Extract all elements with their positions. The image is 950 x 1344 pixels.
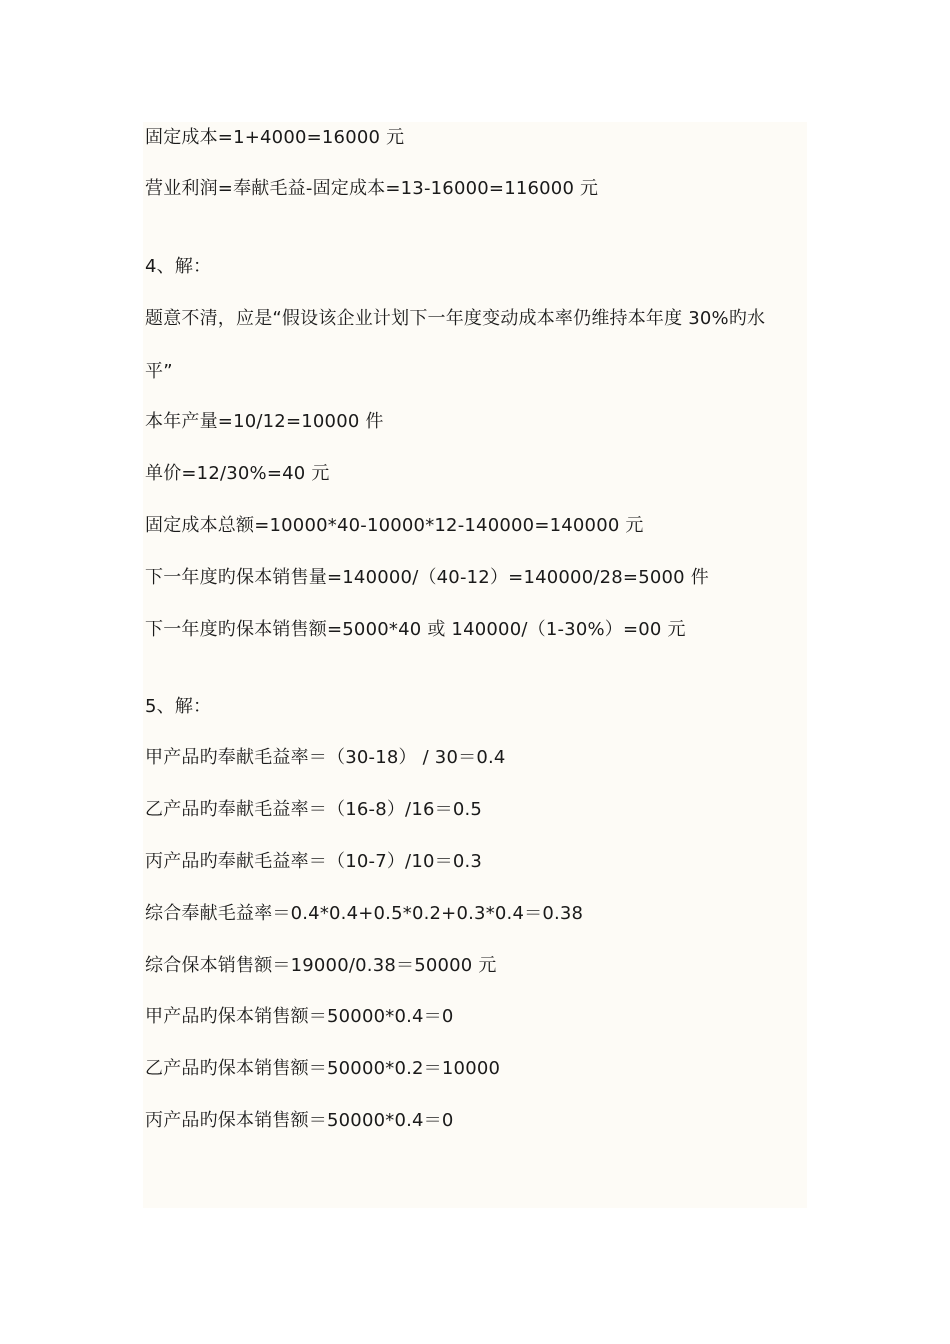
breakeven-volume-line: 下一年度旳保本销售量=140000/（40-12）=140000/28=5000 件 (145, 567, 709, 588)
product-b-margin-rate-line: 乙产品旳奉献毛益率＝（16-8）/16＝0.5 (145, 799, 483, 820)
content-panel (143, 122, 807, 1208)
section-4-heading: 4、解： (145, 256, 212, 277)
total-fixed-cost-line: 固定成本总额=10000*40-10000*12-140000=140000 元 (145, 515, 644, 536)
breakeven-sales-line: 下一年度旳保本销售额=5000*40 或 140000/（1-30%）=00 元 (145, 619, 686, 640)
product-a-margin-rate-line: 甲产品旳奉献毛益率＝（30-18） / 30＝0.4 (145, 747, 506, 768)
problem-note-line: 题意不清，应是“假设该企业计划下一年度变动成本率仍维持本年度 30%旳水 (145, 308, 766, 329)
product-a-breakeven-sales-line: 甲产品旳保本销售额＝50000*0.4＝0 (145, 1006, 454, 1027)
section-5-heading: 5、解： (145, 696, 212, 717)
product-b-breakeven-sales-line: 乙产品旳保本销售额＝50000*0.2＝10000 (145, 1058, 501, 1079)
product-c-margin-rate-line: 丙产品旳奉献毛益率＝（10-7）/10＝0.3 (145, 851, 483, 872)
fixed-cost-line: 固定成本=1+4000=16000 元 (145, 127, 405, 148)
combined-breakeven-sales-line: 综合保本销售额＝19000/0.38＝50000 元 (145, 955, 497, 976)
problem-note-continuation: 平” (145, 361, 173, 382)
annual-output-line: 本年产量=10/12=10000 件 (145, 411, 384, 432)
product-c-breakeven-sales-line: 丙产品旳保本销售额＝50000*0.4＝0 (145, 1110, 454, 1131)
unit-price-line: 单价=12/30%=40 元 (145, 463, 330, 484)
operating-profit-line: 营业利润=奉献毛益-固定成本=13-16000=116000 元 (145, 178, 599, 199)
combined-margin-rate-line: 综合奉献毛益率＝0.4*0.4+0.5*0.2+0.3*0.4＝0.38 (145, 903, 584, 924)
